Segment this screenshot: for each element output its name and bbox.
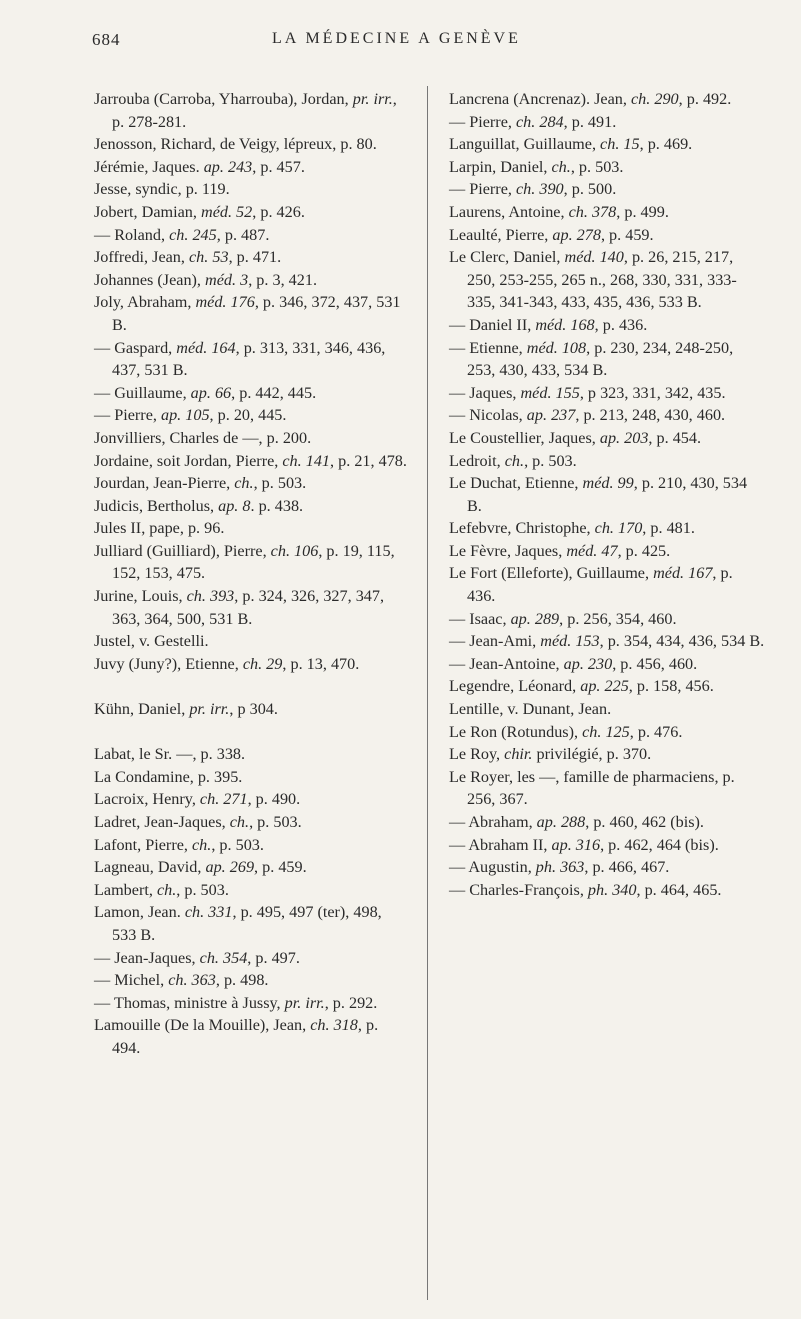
index-entry: Lafont, Pierre, ch., p. 503. [94, 835, 264, 854]
index-entry: Justel, v. Gestelli. [94, 632, 209, 651]
index-entry: Le Roy, chir. privilégié, p. 370. [449, 745, 652, 764]
index-entry: Judicis, Bertholus, ap. 8. p. 438. [94, 496, 304, 515]
index-entry: — Thomas, ministre à Jussy, pr. irr., p. 292. [94, 993, 378, 1012]
index-entry: Le Fèvre, Jaques, méd. 47, p. 425. [449, 541, 671, 560]
index-entry: Joffredi, Jean, ch. 53, p. 471. [94, 248, 282, 267]
index-entry: — Jean-Ami, méd. 153, p. 354, 434, 436, 534 B. [449, 632, 765, 651]
index-entry: Le Coustellier, Jaques, ap. 203, p. 454. [449, 428, 702, 447]
index-entry: Jurine, Louis, ch. 393, p. 324, 326, 327, 347, 363, 364, 500, 531 B. [94, 587, 385, 628]
section-gap [94, 721, 410, 744]
section-gap [94, 675, 410, 698]
index-column-right [449, 88, 765, 901]
index-entry: Jourdan, Jean-Pierre, ch., p. 503. [94, 474, 307, 493]
index-entry: Jarrouba (Carroba, Yharrouba), Jordan, pr. irr., p. 278-281. [94, 90, 397, 131]
index-column-left [94, 88, 410, 1060]
index-entry: Kühn, Daniel, pr. irr., p 304. [94, 700, 278, 719]
index-entry: — Michel, ch. 363, p. 498. [94, 971, 269, 990]
index-entry: — Pierre, ch. 390, p. 500. [449, 180, 617, 199]
index-entry: — Daniel II, méd. 168, p. 436. [449, 315, 648, 334]
index-entry: Lacroix, Henry, ch. 271, p. 490. [94, 790, 301, 809]
index-entry: — Jaques, méd. 155, p 323, 331, 342, 435. [449, 383, 726, 402]
index-entry: Le Ron (Rotundus), ch. 125, p. 476. [449, 722, 683, 741]
index-entry: Labat, le Sr. —, p. 338. [94, 745, 246, 764]
index-entry: Ladret, Jean-Jaques, ch., p. 503. [94, 813, 302, 831]
index-entry: Lancrena (Ancrenaz). Jean, ch. 290, p. 492. [449, 90, 732, 108]
index-entry: Lefebvre, Christophe, ch. 170, p. 481. [449, 519, 695, 538]
index-entry: — Isaac, ap. 289, p. 256, 354, 460. [449, 609, 677, 628]
index-entry: Ledroit, ch., p. 503. [449, 451, 577, 470]
index-entry: Jesse, syndic, p. 119. [94, 180, 230, 199]
index-entry: — Abraham, ap. 288, p. 460, 462 (bis). [449, 813, 704, 831]
index-entry: Jenosson, Richard, de Veigy, lépreux, p. 80. [94, 135, 377, 154]
index-entry: — Roland, ch. 245, p. 487. [94, 225, 270, 244]
page-header [92, 30, 741, 50]
index-entry: Leaulté, Pierre, ap. 278, p. 459. [449, 225, 654, 244]
index-entry: Jordaine, soit Jordan, Pierre, ch. 141, p. 21, 478. [94, 451, 407, 470]
index-entry: — Jean-Jaques, ch. 354, p. 497. [94, 948, 300, 967]
index-entry: Le Fort (Elleforte), Guillaume, méd. 167, p. 436. [449, 564, 733, 606]
index-entry: Le Royer, les —, famille de pharmaciens, p. 256, 367. [449, 767, 735, 809]
index-entry: Lambert, ch., p. 503. [94, 880, 229, 899]
index-entry: Lagneau, David, ap. 269, p. 459. [94, 858, 307, 877]
index-entry: — Jean-Antoine, ap. 230, p. 456, 460. [449, 654, 698, 673]
index-entry: Jonvilliers, Charles de —, p. 200. [94, 428, 312, 447]
index-entry: — Abraham II, ap. 316, p. 462, 464 (bis). [449, 835, 719, 854]
index-entry: Juvy (Juny?), Etienne, ch. 29, p. 13, 470. [94, 654, 360, 673]
index-entry: Lamon, Jean. ch. 331, p. 495, 497 (ter), 498, 533 B. [94, 903, 382, 944]
index-entry: — Gaspard, méd. 164, p. 313, 331, 346, 436, 437, 531 B. [94, 338, 386, 380]
index-entry: — Charles-François, ph. 340, p. 464, 465. [449, 880, 722, 899]
index-entry: Languillat, Guillaume, ch. 15, p. 469. [449, 135, 693, 154]
column-divider [427, 86, 428, 1300]
index-entry: Lamouille (De la Mouille), Jean, ch. 318, p. 494. [94, 1016, 379, 1057]
index-entry: Jérémie, Jaques. ap. 243, p. 457. [94, 157, 305, 176]
index-entry: Legendre, Léonard, ap. 225, p. 158, 456. [449, 677, 714, 696]
index-entry: Julliard (Guilliard), Pierre, ch. 106, p. 19, 115, 152, 153, 475. [94, 541, 395, 583]
index-entry: Jobert, Damian, méd. 52, p. 426. [94, 202, 305, 221]
index-entry: Johannes (Jean), méd. 3, p. 3, 421. [94, 270, 317, 289]
index-entry: — Augustin, ph. 363, p. 466, 467. [449, 858, 670, 877]
index-entry: — Guillaume, ap. 66, p. 442, 445. [94, 383, 317, 402]
index-entry: Lentille, v. Dunant, Jean. [449, 700, 612, 719]
index-entry: Joly, Abraham, méd. 176, p. 346, 372, 437, 531 B. [94, 293, 401, 334]
index-entry: Larpin, Daniel, ch., p. 503. [449, 157, 624, 176]
running-title: LA MÉDECINE A GENÈVE [272, 30, 521, 47]
index-entry: La Condamine, p. 395. [94, 767, 243, 786]
index-entry: — Pierre, ap. 105, p. 20, 445. [94, 406, 287, 425]
page-number: 684 [92, 30, 121, 49]
index-entry: Le Clerc, Daniel, méd. 140, p. 26, 215, 217, 250, 253-255, 265 n., 268, 330, 331, 333-335, 341-343, 433, 435, 436, 533 B. [449, 248, 737, 312]
index-entry: Laurens, Antoine, ch. 378, p. 499. [449, 202, 669, 221]
index-entry: — Pierre, ch. 284, p. 491. [449, 112, 617, 131]
index-entry: Jules II, pape, p. 96. [94, 519, 225, 538]
index-entry: — Nicolas, ap. 237, p. 213, 248, 430, 460. [449, 406, 726, 425]
index-entry: Le Duchat, Etienne, méd. 99, p. 210, 430, 534 B. [449, 474, 748, 515]
index-entry: — Etienne, méd. 108, p. 230, 234, 248-250, 253, 430, 433, 534 B. [449, 338, 734, 380]
